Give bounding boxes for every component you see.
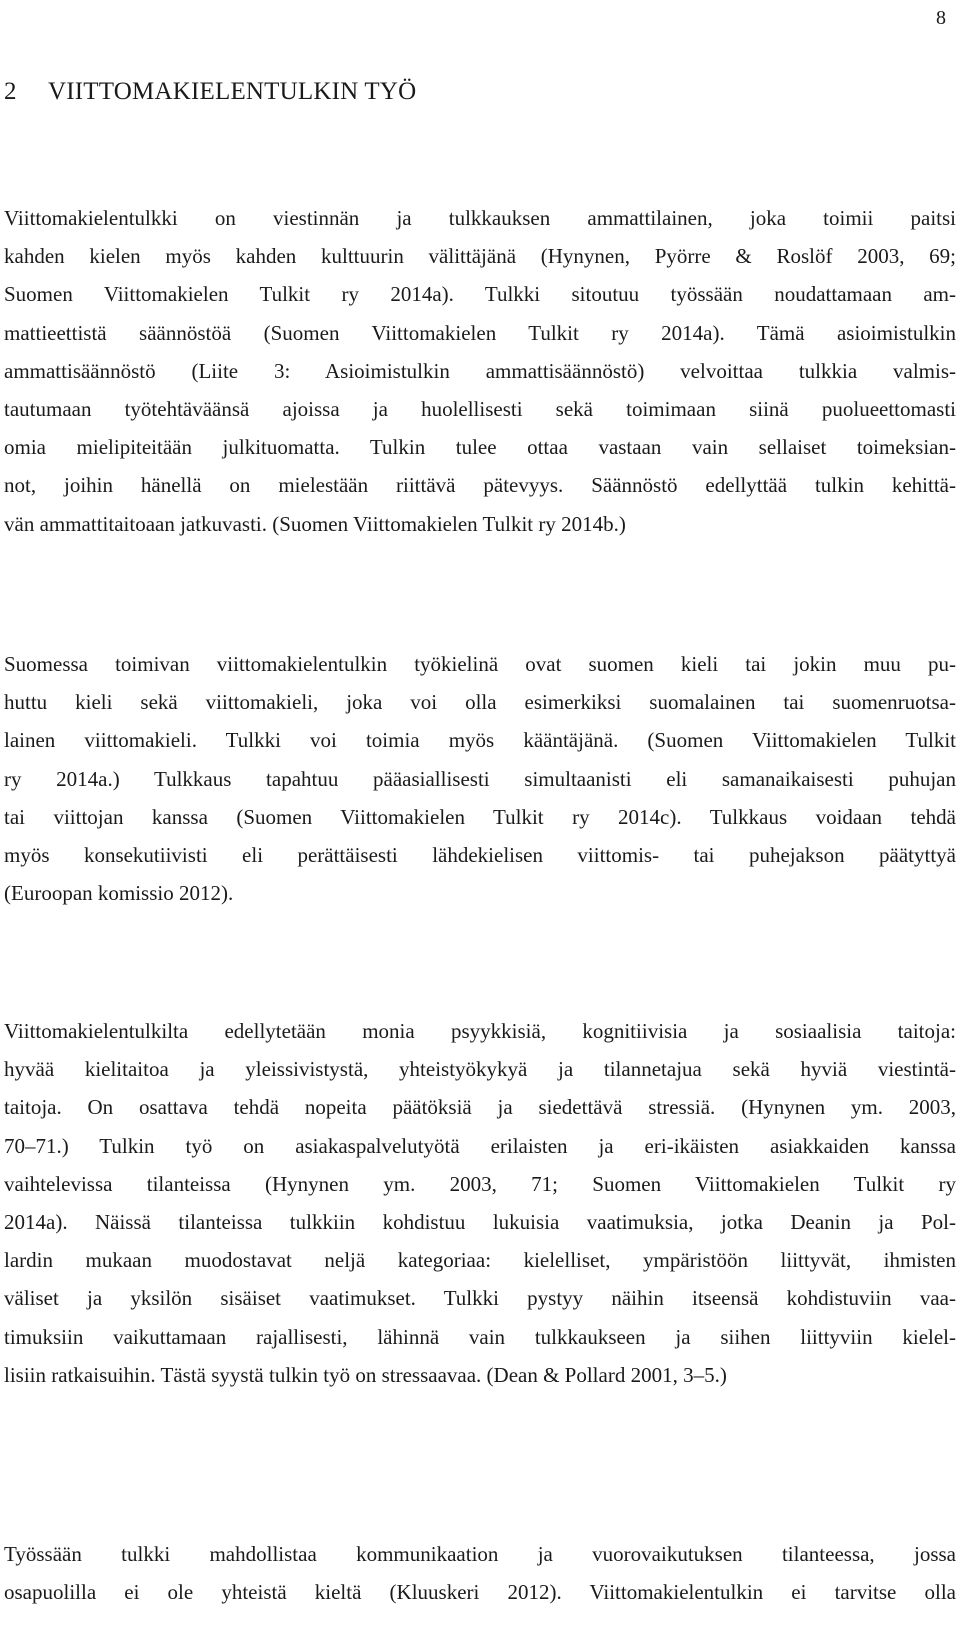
text-line: (Euroopan komissio 2012). bbox=[4, 881, 234, 906]
text-line: ry 2014a.) Tulkkaus tapahtuu pääasiallisesti simultaanisti eli samanaikaisesti puhujan bbox=[4, 766, 956, 791]
text-line: tautumaan työtehtäväänsä ajoissa ja huolellisesti sekä toimimaan siinä puolueettomasti bbox=[4, 397, 956, 422]
paragraph-working-languages bbox=[4, 645, 956, 912]
text-line: Työssään tulkki mahdollistaa kommunikaation ja vuorovaikutuksen tilanteessa, jossa bbox=[4, 1542, 956, 1566]
text-line: lardin mukaan muodostavat neljä kategoriaa: kielelliset, ympäristöön liittyvät, ihmisten bbox=[4, 1248, 956, 1273]
paragraph-required-skills bbox=[4, 1012, 956, 1394]
text-line: 70–71.) Tulkin työ on asiakaspalvelutyötä erilaisten ja eri-ikäisten asiakkaiden kanssa bbox=[4, 1133, 956, 1158]
text-line: vän ammattitaitoaan jatkuvasti. (Suomen Viittomakielen Tulkit ry 2014b.) bbox=[4, 511, 626, 536]
text-line: Viittomakielentulkki on viestinnän ja tulkkauksen ammattilainen, joka toimii paitsi bbox=[4, 206, 956, 230]
text-line: väliset ja yksilön sisäiset vaatimukset. Tulkki pystyy näihin itseensä kohdistuviin vaa- bbox=[4, 1286, 956, 1311]
text-line: taitoja. On osattava tehdä nopeita päätöksiä ja siedettävä stressiä. (Hynynen ym. 2003, bbox=[4, 1095, 956, 1120]
text-line: lainen viittomakieli. Tulkki voi toimia myös kääntäjänä. (Suomen Viittomakielen Tulkit bbox=[4, 728, 956, 753]
section-title: VIITTOMAKIELENTULKIN TYÖ bbox=[48, 78, 417, 105]
text-line: Suomessa toimivan viittomakielentulkin työkielinä ovat suomen kieli tai jokin muu pu- bbox=[4, 652, 956, 676]
text-line: hyvää kielitaitoa ja yleissivistystä, yhteistyökykyä ja tilannetajua sekä hyviä viestintä- bbox=[4, 1057, 956, 1082]
text-line: tai viittojan kanssa (Suomen Viittomakielen Tulkit ry 2014c). Tulkkaus voidaan tehdä bbox=[4, 804, 956, 829]
paragraph-communication bbox=[4, 1535, 956, 1611]
text-line: mattieettistä säännöstöä (Suomen Viittomakielen Tulkit ry 2014a). Tämä asioimistulkin bbox=[4, 320, 956, 345]
section-number: 2 bbox=[4, 78, 17, 105]
text-line: not, joihin hänellä on mielestään riittävä pätevyys. Säännöstö edellyttää tulkin kehittä- bbox=[4, 473, 956, 498]
section-heading bbox=[4, 76, 416, 108]
text-line: omia mielipiteitään julkituomatta. Tulkin tulee ottaa vastaan vain sellaiset toimeksian- bbox=[4, 435, 956, 460]
text-line: timuksiin vaikuttamaan rajallisesti, lähinnä vain tulkkaukseen ja siihen liittyviin kielel- bbox=[4, 1324, 956, 1349]
text-line: osapuolilla ei ole yhteistä kieltä (Kluuskeri 2012). Viittomakielentulkin ei tarvitse olla bbox=[4, 1580, 956, 1605]
text-line: myös konsekutiivisti eli perättäisesti lähdekielisen viittomis- tai puhejakson päätyttyä bbox=[4, 843, 956, 868]
text-line: Viittomakielentulkilta edellytetään monia psyykkisiä, kognitiivisia ja sosiaalisia taitoja: bbox=[4, 1019, 956, 1043]
text-line: huttu kieli sekä viittomakieli, joka voi olla esimerkiksi suomalainen tai suomenruotsa- bbox=[4, 690, 956, 715]
paragraph-interpreter-role bbox=[4, 199, 956, 543]
page-number: 8 bbox=[936, 7, 946, 29]
text-line: Suomen Viittomakielen Tulkit ry 2014a). Tulkki sitoutuu työssään noudattamaan am- bbox=[4, 282, 956, 307]
text-line: 2014a). Näissä tilanteissa tulkkiin kohdistuu lukuisia vaatimuksia, jotka Deanin ja Pol- bbox=[4, 1210, 956, 1235]
text-line: lisiin ratkaisuihin. Tästä syystä tulkin työ on stressaavaa. (Dean & Pollard 2001, 3–5.) bbox=[4, 1362, 727, 1387]
text-line: ammattisäännöstö (Liite 3: Asioimistulkin ammattisäännöstö) velvoittaa tulkkia valmis- bbox=[4, 358, 956, 383]
text-line: kahden kielen myös kahden kulttuurin välittäjänä (Hynynen, Pyörre & Roslöf 2003, 69; bbox=[4, 244, 956, 269]
text-line: vaihtelevissa tilanteissa (Hynynen ym. 2003, 71; Suomen Viittomakielen Tulkit ry bbox=[4, 1171, 956, 1196]
